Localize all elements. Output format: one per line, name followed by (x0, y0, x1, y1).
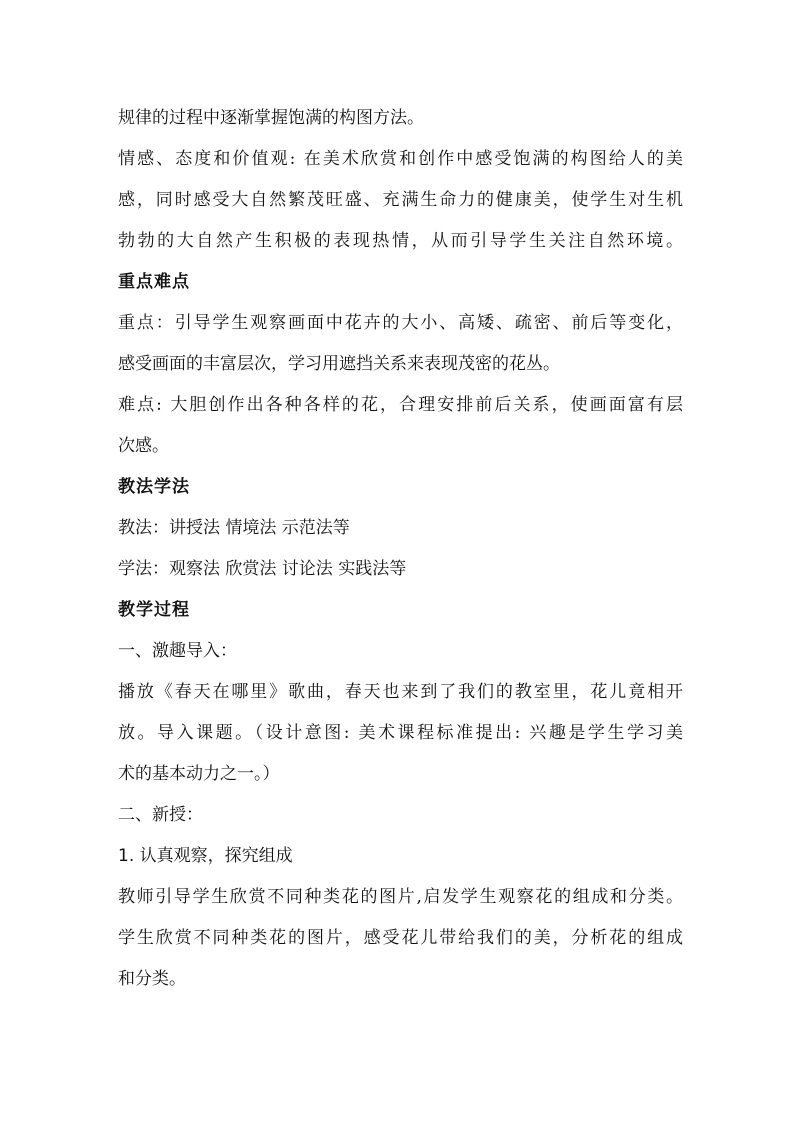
paragraph-line: 规律的过程中逐渐掌握饱满的构图方法。 (118, 108, 424, 128)
paragraph-line: 重点：引导学生观察画面中花卉的大小、高矮、疏密、前后等变化， (118, 313, 684, 333)
paragraph-line: 次感。 (118, 436, 169, 456)
paragraph-line: 感，同时感受大自然繁茂旺盛、充满生命力的健康美，使学生对生机 (118, 190, 684, 210)
paragraph-line: 术的基本动力之一。） (118, 764, 280, 784)
document-page (118, 98, 684, 1000)
paragraph-line: 情感、态度和价值观: 在美术欣赏和创作中感受饱满的构图给人的美 (118, 149, 684, 169)
paragraph-line: 1. 认真观察，探究组成 (118, 846, 293, 866)
section-heading: 教学过程 (118, 600, 190, 620)
paragraph-line: 难点: 大胆创作出各种各样的花，合理安排前后关系，使画面富有层 (118, 395, 684, 415)
paragraph-line: 学生欣赏不同种类花的图片，感受花儿带给我们的美，分析花的组成 (118, 928, 684, 948)
paragraph-line: 学法：观察法 欣赏法 讨论法 实践法等 (118, 559, 407, 579)
paragraph-line: 二、新授： (118, 805, 203, 825)
paragraph-line: 一、激趣导入： (118, 641, 237, 661)
paragraph-line: 教法：讲授法 情境法 示范法等 (118, 518, 350, 538)
section-heading: 教法学法 (118, 477, 190, 497)
paragraph-line: 教师引导学生欣赏不同种类花的图片,启发学生观察花的组成和分类。 (118, 887, 684, 907)
paragraph-line: 播放《春天在哪里》歌曲，春天也来到了我们的教室里，花儿竟相开 (118, 682, 684, 702)
section-heading: 重点难点 (118, 272, 190, 292)
paragraph-line: 放。导入课题。（设计意图: 美术课程标准提出: 兴趣是学生学习美 (118, 723, 684, 743)
paragraph-line: 和分类。 (118, 969, 186, 989)
paragraph-line: 勃勃的大自然产生积极的表现热情，从而引导学生关注自然环境。 (118, 231, 684, 251)
paragraph-line: 感受画面的丰富层次，学习用遮挡关系来表现茂密的花丛。 (118, 354, 560, 374)
